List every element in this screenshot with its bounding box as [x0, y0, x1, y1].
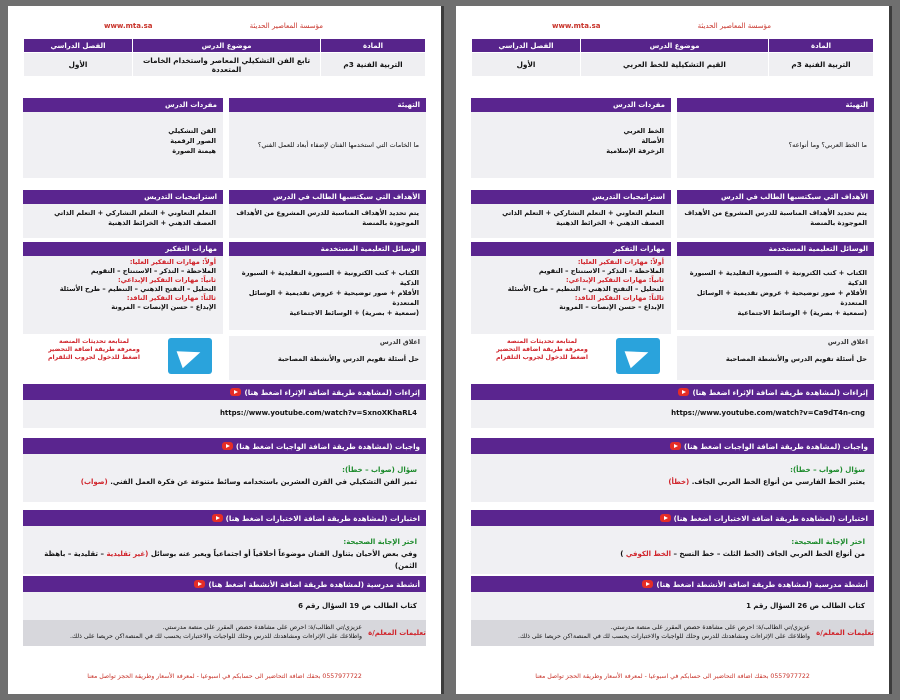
test-answer: الخط الكوفي	[625, 550, 671, 558]
strategies-title: استراتيجيات التدريس	[471, 190, 671, 204]
booking-footer: 0557977722 بحقك اضافة التحاضير الى حسابكم في اسبوعيا - لمعرفة الأسعار وطريقة الحجز تواصل معنا	[535, 673, 810, 680]
test-question: من أنواع الخط العربي الجاف (الخط الثلث – خط النسخ –	[673, 550, 865, 558]
vocab-item: الزخرفة الإسلامية	[606, 147, 664, 155]
thinking-heading: أولاً: مهارات التفكير العليا:	[577, 258, 664, 266]
vocab-item: الخط العربي	[623, 127, 664, 135]
thinking-heading: ثالثاً: مهارات التفكير الناقد:	[126, 294, 216, 302]
tests-section	[471, 510, 874, 574]
test-question-label: اختر الإجابة الصحيحة:	[791, 538, 865, 546]
thinking-body: الإبداع – حسن الإنصات – المرونة	[111, 303, 216, 311]
thinking-heading: أولاً: مهارات التفكير العليا:	[129, 258, 216, 266]
aids-line: (سمعية + بصرية) + الوسائط الاجتماعية	[289, 309, 419, 317]
topic-header: موضوع الدرس	[581, 39, 769, 53]
closing-title: اغلاق الدرس	[229, 336, 426, 348]
intro-section	[229, 98, 426, 178]
instructions-title: تعليمات المعلم/ة	[816, 629, 874, 637]
goals-section	[229, 190, 426, 238]
instructions-line: عزيزي/تي الطالب/ة: احرص على مشاهدة حصص المقرر على منصة مدرستي.	[610, 624, 810, 631]
enrichment-link[interactable]: (لمشاهدة طريقة اضافة الإثراء اضغط هنا)	[692, 387, 841, 397]
youtube-icon[interactable]	[670, 442, 681, 450]
vocab-item: هيمنة الصورة	[172, 147, 216, 155]
enrichment-label: إثراءات	[394, 387, 420, 397]
strategies-section	[471, 190, 671, 238]
telegram-note-line: ومعرفة طريقة اضافة التحضير	[48, 346, 140, 353]
aids-title: الوسائل التعليمية المستخدمة	[677, 242, 874, 256]
activity-text: كتاب الطالب ص 26 السؤال رقم 1	[746, 602, 865, 610]
page-header	[8, 6, 441, 36]
homework-title	[471, 438, 874, 454]
thinking-body: التحليل – التفتح الذهني – التنظيم – طرح الأسئلة	[59, 285, 216, 293]
homework-answer: (صواب)	[80, 478, 108, 486]
telegram-note-line: لمتابعة تحديثات المنصة	[507, 338, 577, 345]
closing-section	[677, 336, 874, 380]
goals-text: يتم تحديد الأهداف المناسبة للدرس المشروع من الأهداف الموجودة بالمنصة	[236, 209, 419, 227]
tests-label: اختبارات	[837, 513, 868, 523]
topic-header: موضوع الدرس	[133, 39, 321, 53]
vocab-item: الفن التشكيلي	[168, 127, 216, 135]
topic-value: تابع الفن التشكيلي المعاصر واستخدام الخامات المتعددة	[133, 53, 321, 77]
vocab-section	[23, 98, 223, 178]
enrichment-url[interactable]: https://www.youtube.com/watch?v=Ca9dT4n-cng	[671, 409, 865, 417]
topic-value: القيم التشكيلية للخط العربي	[581, 53, 769, 77]
thinking-heading: ثالثاً: مهارات التفكير الناقد:	[574, 294, 664, 302]
telegram-note-line: لمتابعة تحديثات المنصة	[59, 338, 129, 345]
closing-text: حل أسئلة تقويم الدرس والأنشطة المصاحبة	[277, 355, 419, 363]
instructions-line: واطلاعك على الإثراءات ومشاهدتك للدرس وحلك للواجبات والاختبارات يحسب لك في المنصة!كن حريصا على ذلك.	[518, 633, 810, 640]
intro-section	[677, 98, 874, 178]
instructions-title: تعليمات المعلم/ة	[368, 629, 426, 637]
site-url[interactable]: www.mta.sa	[552, 22, 601, 30]
telegram-icon[interactable]	[168, 338, 212, 374]
goals-title: الأهداف التي سيكتسبها الطالب في الدرس	[229, 190, 426, 204]
homework-question-label: سؤال (صواب – خطأ):	[790, 466, 865, 474]
enrichment-title	[471, 384, 874, 400]
brand-name: مؤسسة المعاصير الحديثة	[697, 22, 771, 30]
brand-name: مؤسسة المعاصير الحديثة	[249, 22, 323, 30]
lesson-plan-page	[8, 6, 441, 694]
instructions-section	[471, 620, 874, 646]
lesson-info-table	[23, 38, 426, 77]
strategies-line: التعلم التعاوني + التعلم التشاركي + التعلم الذاتي	[502, 209, 664, 217]
thinking-heading: ثانياً: مهارات التفكير الإبداعي:	[565, 276, 664, 284]
aids-line: الكتاب + كتب الكترونية + السبورة التقليدية + السبورة الذكية	[689, 269, 867, 287]
goals-section	[677, 190, 874, 238]
thinking-title: مهارات التفكير	[23, 242, 223, 256]
term-value: الأول	[472, 53, 581, 77]
telegram-note-line: ومعرفة طريقة اضافة التحضير	[496, 346, 588, 353]
activities-label: أنشطة مدرسية	[366, 579, 420, 589]
activities-section	[23, 576, 426, 620]
thinking-body: الملاحظة – التذكر – الاستنتاج – التقويم	[90, 267, 216, 275]
homework-label: واجبات	[843, 441, 868, 451]
vocab-item: الصور الرقمية	[170, 137, 216, 145]
term-value: الأول	[24, 53, 133, 77]
telegram-note-line: اضغط للدخول لجروب التلقرام	[48, 354, 140, 361]
homework-label: واجبات	[395, 441, 420, 451]
youtube-icon[interactable]	[642, 580, 653, 588]
homework-answer: (خطأ)	[668, 478, 690, 486]
homework-link[interactable]: (لمشاهدة طريقة اضافة الواجبات اضغط هنا)	[235, 441, 393, 451]
subject-value: التربية الفنية 3م	[769, 53, 874, 77]
thinking-section	[471, 242, 671, 334]
thinking-body: الملاحظة – التذكر – الاستنتاج – التقويم	[538, 267, 664, 275]
tests-link[interactable]: (لمشاهدة طريقة اضافة الاختبارات اضغط هنا)	[673, 513, 836, 523]
thinking-heading: ثانياً: مهارات التفكير الإبداعي:	[117, 276, 216, 284]
thinking-title: مهارات التفكير	[471, 242, 671, 256]
homework-link[interactable]: (لمشاهدة طريقة اضافة الواجبات اضغط هنا)	[683, 441, 841, 451]
youtube-icon[interactable]	[678, 388, 689, 396]
subject-value: التربية الفنية 3م	[321, 53, 426, 77]
thinking-body: الإبداع – حسن الإنصات – المرونة	[559, 303, 664, 311]
intro-title: التهيئة	[677, 98, 874, 112]
enrichment-section	[23, 384, 426, 428]
term-header: الفصل الدراسي	[472, 39, 581, 53]
lesson-info-table	[471, 38, 874, 77]
youtube-icon[interactable]	[660, 514, 671, 522]
subject-header: المادة	[769, 39, 874, 53]
site-url[interactable]: www.mta.sa	[104, 22, 153, 30]
lesson-plan-page	[456, 6, 889, 694]
tests-title	[23, 510, 426, 526]
activities-link[interactable]: (لمشاهدة طريقة اضافة الأنشطة اضغط هنا)	[656, 579, 813, 589]
subject-header: المادة	[321, 39, 426, 53]
test-question-label: اختر الإجابة الصحيحة:	[343, 538, 417, 546]
homework-section	[471, 438, 874, 502]
aids-line: الكتاب + كتب الكترونية + السبورة التقليدية + السبورة الذكية	[241, 269, 419, 287]
intro-text: ما الخامات التي استخدمها الفنان لإضفاء أبعاد للعمل الفني؟	[257, 141, 419, 149]
tests-label: اختبارات	[389, 513, 420, 523]
test-options: – تقليدية – باهظة الثمن)	[44, 550, 417, 570]
intro-title: التهيئة	[229, 98, 426, 112]
strategies-title: استراتيجيات التدريس	[23, 190, 223, 204]
youtube-icon[interactable]	[194, 580, 205, 588]
instructions-line: واطلاعك على الإثراءات ومشاهدتك للدرس وحلك للواجبات والاختبارات يحسب لك في المنصة!كن حريصا على ذلك.	[70, 633, 362, 640]
aids-line: الأقلام + صور توضيحية + عروض تقديمية + الوسائل المتعددة	[248, 289, 419, 307]
enrichment-label: إثراءات	[842, 387, 868, 397]
instructions-section	[23, 620, 426, 646]
test-question: وفي بعض الأحيان يتناول الفنان موضوعاً أخلاقياً أو اجتماعياً ويعبر عنه بوسائل	[150, 550, 417, 558]
telegram-note[interactable]	[482, 338, 602, 362]
strategies-line: العصف الذهني + الخرائط الذهنية	[556, 219, 664, 227]
strategies-section	[23, 190, 223, 238]
activity-text: كتاب الطالب ص 19 السؤال رقم 6	[298, 602, 417, 610]
homework-title	[23, 438, 426, 454]
vocab-title: مفردات الدرس	[471, 98, 671, 112]
homework-question: يعتبر الخط الفارسي من أنواع الخط العربي الجاف.	[691, 478, 865, 486]
tests-title	[471, 510, 874, 526]
enrichment-url[interactable]: https://www.youtube.com/watch?v=SxnoXKhaRL4	[219, 409, 417, 417]
activities-title	[471, 576, 874, 592]
aids-line: الأقلام + صور توضيحية + عروض تقديمية + الوسائل المتعددة	[696, 289, 867, 307]
telegram-note-line: اضغط للدخول لجروب التلقرام	[496, 354, 588, 361]
homework-section	[23, 438, 426, 502]
strategies-line: التعلم التعاوني + التعلم التشاركي + التعلم الذاتي	[54, 209, 216, 217]
closing-text: حل أسئلة تقويم الدرس والأنشطة المصاحبة	[725, 355, 867, 363]
tests-link[interactable]: (لمشاهدة طريقة اضافة الاختبارات اضغط هنا)	[225, 513, 388, 523]
activities-section	[471, 576, 874, 620]
youtube-icon[interactable]	[222, 442, 233, 450]
term-header: الفصل الدراسي	[24, 39, 133, 53]
activities-label: أنشطة مدرسية	[814, 579, 868, 589]
goals-title: الأهداف التي سيكتسبها الطالب في الدرس	[677, 190, 874, 204]
enrichment-section	[471, 384, 874, 428]
activities-link[interactable]: (لمشاهدة طريقة اضافة الأنشطة اضغط هنا)	[208, 579, 365, 589]
test-options: )	[620, 550, 624, 558]
enrichment-title	[23, 384, 426, 400]
aids-section	[229, 242, 426, 330]
telegram-icon[interactable]	[616, 338, 660, 374]
page-shadow	[889, 6, 892, 694]
instructions-line: عزيزي/تي الطالب/ة: احرص على مشاهدة حصص المقرر على منصة مدرستي.	[162, 624, 362, 631]
thinking-section	[23, 242, 223, 334]
tests-section	[23, 510, 426, 574]
thinking-body: التحليل – التفتح الذهني – التنظيم – طرح الأسئلة	[507, 285, 664, 293]
youtube-icon[interactable]	[230, 388, 241, 396]
booking-footer: 0557977722 بحقك اضافة التحاضير الى حسابكم في اسبوعيا - لمعرفة الأسعار وطريقة الحجز تواصل معنا	[87, 673, 362, 680]
homework-question: تميز الفن التشكيلي في القرن العشرين باستخدامه وسائط متنوعة عن فكرة العمل الفني.	[110, 478, 417, 486]
intro-text: ما الخط العربي؟ وما أنواعه؟	[788, 141, 867, 149]
aids-line: (سمعية + بصرية) + الوسائط الاجتماعية	[737, 309, 867, 317]
strategies-line: العصف الذهني + الخرائط الذهنية	[108, 219, 216, 227]
homework-question-label: سؤال (صواب – خطأ):	[342, 466, 417, 474]
vocab-item: الأصالة	[641, 137, 664, 145]
aids-title: الوسائل التعليمية المستخدمة	[229, 242, 426, 256]
page-header	[456, 6, 889, 36]
vocab-section	[471, 98, 671, 178]
goals-text: يتم تحديد الأهداف المناسبة للدرس المشروع من الأهداف الموجودة بالمنصة	[684, 209, 867, 227]
page-shadow	[441, 6, 444, 694]
test-answer: (غير تقليدية	[106, 550, 149, 558]
enrichment-link[interactable]: (لمشاهدة طريقة اضافة الإثراء اضغط هنا)	[244, 387, 393, 397]
aids-section	[677, 242, 874, 330]
youtube-icon[interactable]	[212, 514, 223, 522]
closing-title: اغلاق الدرس	[677, 336, 874, 348]
telegram-note[interactable]	[34, 338, 154, 362]
activities-title	[23, 576, 426, 592]
closing-section	[229, 336, 426, 380]
vocab-title: مفردات الدرس	[23, 98, 223, 112]
